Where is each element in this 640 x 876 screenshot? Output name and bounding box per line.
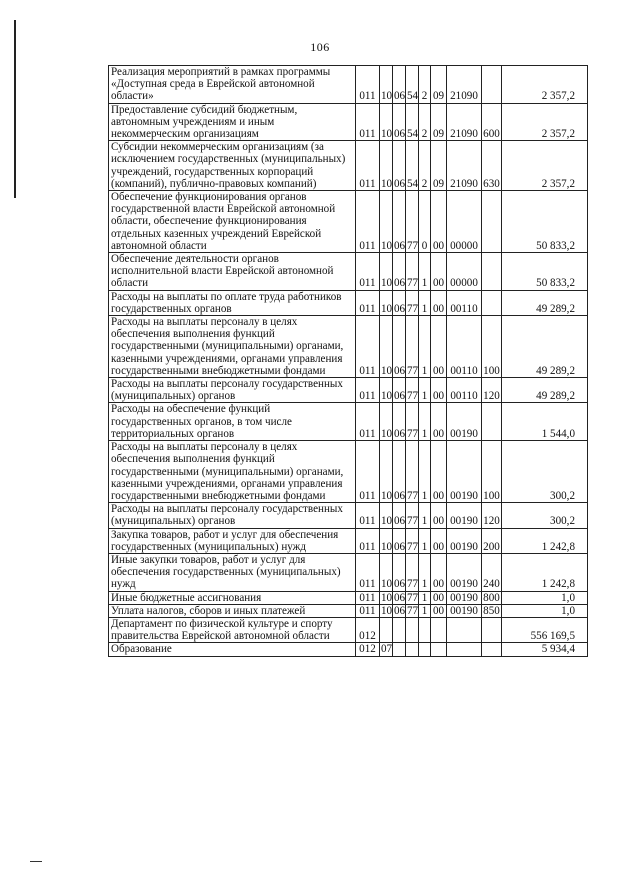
cell-event-code: 00 [431, 403, 447, 441]
cell-event-code: 09 [431, 66, 447, 104]
cell-program-code: 77 [407, 591, 419, 604]
cell-section-code: 10 [380, 191, 393, 253]
cell-direction-code: 00190 [447, 441, 482, 503]
cell-program-code: 54 [406, 66, 419, 104]
cell-direction-code: 21090 [447, 66, 482, 104]
cell-amount: 1,0 [502, 591, 588, 604]
cell-section-code: 10 [380, 103, 393, 141]
budget-table-body [109, 66, 588, 657]
row-name: Расходы на выплаты персоналу в целях обеспечения выполнения функций государственными (муниципальными) органами, казенными учреждениями, органами управления государственными внебюджетными фондами [109, 441, 356, 503]
table-row [109, 503, 588, 528]
table-row [109, 553, 588, 591]
row-name: Расходы на обеспечение функций государственных органов, в том числе территориальных органов [109, 403, 356, 441]
row-name: Расходы на выплаты персоналу в целях обеспечения выполнения функций государственными (муниципальными) органами, казенными учреждениями, органами управления государственными внебюджетными фондами [109, 316, 356, 378]
cell-program-code: 77 [406, 528, 419, 553]
cell-admin-code: 011 [356, 103, 380, 141]
cell-section-code: 10 [380, 141, 393, 191]
cell-amount: 49 289,2 [502, 316, 588, 378]
row-name: Иные закупки товаров, работ и услуг для обеспечения государственных (муниципальных) нужд [109, 553, 356, 591]
cell-expense-type [482, 643, 502, 656]
cell-expense-type: 100 [482, 316, 502, 378]
cell-subprogram-code: 2 [419, 66, 431, 104]
cell-amount: 1 544,0 [502, 403, 588, 441]
cell-amount: 300,2 [502, 441, 588, 503]
table-row [109, 378, 588, 403]
cell-event-code: 00 [431, 553, 447, 591]
cell-admin-code: 011 [356, 528, 380, 553]
cell-direction-code: 00190 [447, 503, 482, 528]
cell-expense-type [482, 253, 502, 291]
cell-event-code [431, 643, 447, 656]
cell-expense-type [482, 403, 502, 441]
table-row [109, 253, 588, 291]
cell-expense-type: 120 [482, 378, 502, 403]
cell-amount: 5 934,4 [502, 643, 588, 656]
cell-admin-code: 011 [356, 141, 380, 191]
cell-event-code: 00 [431, 441, 447, 503]
cell-program-code: 77 [406, 503, 419, 528]
row-name: Субсидии некоммерческим организациям (за исключением государственных (муниципальных) учреждений, государственных корпораций (компаний), публично-правовых компаний) [109, 141, 356, 191]
cell-amount: 1,0 [502, 604, 588, 617]
cell-subprogram-code [419, 643, 431, 656]
table-row [109, 191, 588, 253]
cell-program-code: 77 [406, 441, 419, 503]
cell-subsection-code: 06 [393, 503, 406, 528]
cell-expense-type [482, 191, 502, 253]
cell-event-code: 00 [431, 591, 447, 604]
cell-amount: 300,2 [502, 503, 588, 528]
cell-amount: 1 242,8 [502, 553, 588, 591]
cell-section-code: 10 [380, 378, 393, 403]
cell-program-code [406, 617, 419, 642]
cell-subprogram-code: 1 [419, 441, 431, 503]
cell-admin-code: 011 [356, 604, 380, 617]
row-name: Предоставление субсидий бюджетным, автономным учреждениям и иным некоммерческим организациям [109, 103, 356, 141]
cell-direction-code: 00110 [447, 290, 482, 315]
table-row [109, 604, 588, 617]
cell-subprogram-code: 1 [419, 553, 431, 591]
cell-expense-type: 240 [482, 553, 502, 591]
cell-amount: 49 289,2 [502, 290, 588, 315]
cell-subsection-code: 06 [393, 290, 406, 315]
cell-admin-code: 011 [356, 403, 380, 441]
cell-amount: 2 357,2 [502, 66, 588, 104]
cell-subsection-code: 06 [393, 316, 406, 378]
cell-subprogram-code: 2 [419, 141, 431, 191]
cell-program-code: 77 [406, 290, 419, 315]
cell-section-code: 10 [380, 528, 393, 553]
cell-admin-code: 012 [356, 643, 380, 656]
cell-program-code [406, 643, 419, 656]
budget-table [108, 65, 588, 657]
cell-subprogram-code: 1 [419, 604, 431, 617]
cell-section-code: 10 [380, 66, 393, 104]
cell-direction-code: 00190 [447, 403, 482, 441]
cell-expense-type: 800 [483, 591, 500, 604]
cell-admin-code: 011 [356, 66, 380, 104]
row-name: Уплата налогов, сборов и иных платежей [109, 604, 356, 617]
cell-expense-type [482, 617, 502, 642]
cell-expense-type: 630 [482, 141, 502, 191]
cell-admin-code: 012 [356, 617, 380, 642]
table-row [109, 290, 588, 315]
cell-subprogram-code: 1 [419, 290, 431, 315]
cell-event-code: 00 [431, 316, 447, 378]
table-row [109, 441, 588, 503]
cell-direction-code: 21090 [447, 141, 482, 191]
row-name: Расходы на выплаты по оплате труда работников государственных органов [109, 290, 356, 315]
cell-expense-type: 120 [482, 503, 502, 528]
cell-amount: 50 833,2 [502, 253, 588, 291]
cell-direction-code: 00190 [447, 591, 482, 604]
cell-amount: 2 357,2 [502, 141, 588, 191]
cell-subsection-code: 06 [393, 403, 406, 441]
cell-program-code: 77 [406, 378, 419, 403]
cell-program-code: 54 [406, 103, 419, 141]
cell-subsection-code: 06 [393, 553, 406, 591]
cell-subsection-code: 06 [393, 378, 406, 403]
cell-admin-code: 011 [356, 553, 380, 591]
cell-direction-code: 00190 [447, 604, 482, 617]
cell-expense-type: 200 [482, 528, 502, 553]
cell-admin-code: 011 [356, 316, 380, 378]
scan-mark [30, 861, 42, 862]
table-row [109, 103, 588, 141]
cell-subprogram-code: 1 [419, 403, 431, 441]
cell-subprogram-code: 1 [419, 591, 431, 604]
cell-event-code: 00 [431, 528, 447, 553]
cell-amount: 1 242,8 [502, 528, 588, 553]
cell-program-code: 77 [406, 253, 419, 291]
table-row [109, 66, 588, 104]
cell-admin-code: 011 [356, 290, 380, 315]
cell-section-code: 07 [381, 643, 393, 656]
table-row [109, 617, 588, 642]
cell-subprogram-code [419, 617, 431, 642]
row-name: Иные бюджетные ассигнования [109, 591, 356, 604]
row-name: Реализация мероприятий в рамках программы «Доступная среда в Еврейской автономной области» [109, 66, 356, 104]
row-name: Обеспечение деятельности органов исполнительной власти Еврейской автономной области [109, 253, 356, 291]
cell-event-code: 00 [431, 604, 447, 617]
cell-program-code: 77 [406, 316, 419, 378]
cell-direction-code: 00110 [447, 316, 482, 378]
row-name: Департамент по физической культуре и спорту правительства Еврейской автономной области [109, 617, 356, 642]
cell-admin-code: 011 [356, 253, 380, 291]
cell-subsection-code: 06 [393, 441, 406, 503]
cell-program-code: 77 [406, 191, 419, 253]
cell-section-code: 10 [380, 403, 393, 441]
table-row [109, 403, 588, 441]
cell-amount: 556 169,5 [502, 617, 588, 642]
cell-program-code: 77 [406, 553, 419, 591]
cell-event-code: 00 [431, 503, 447, 528]
cell-expense-type: 600 [482, 103, 502, 141]
cell-section-code: 10 [380, 290, 393, 315]
cell-expense-type [482, 66, 502, 104]
cell-subprogram-code: 0 [419, 191, 431, 253]
cell-event-code [431, 617, 447, 642]
cell-subprogram-code: 1 [419, 378, 431, 403]
table-row [109, 643, 588, 656]
cell-section-code: 10 [380, 503, 393, 528]
cell-admin-code: 011 [356, 191, 380, 253]
cell-program-code: 77 [406, 403, 419, 441]
cell-section-code: 10 [380, 441, 393, 503]
cell-expense-type [482, 290, 502, 315]
row-name: Образование [109, 643, 356, 656]
page-number: 106 [310, 40, 330, 54]
cell-event-code: 00 [431, 378, 447, 403]
cell-subprogram-code: 2 [419, 103, 431, 141]
cell-event-code: 00 [431, 253, 447, 291]
cell-admin-code: 011 [356, 378, 380, 403]
cell-section-code: 10 [380, 553, 393, 591]
cell-expense-type: 100 [482, 441, 502, 503]
cell-section-code [380, 617, 393, 642]
cell-event-code: 09 [431, 141, 447, 191]
cell-amount: 49 289,2 [502, 378, 588, 403]
cell-admin-code: 011 [356, 503, 380, 528]
cell-subsection-code: 06 [393, 191, 406, 253]
cell-subprogram-code: 1 [419, 316, 431, 378]
row-name: Закупка товаров, работ и услуг для обеспечения государственных (муниципальных) нужд [109, 528, 356, 553]
cell-direction-code [447, 643, 482, 656]
cell-subsection-code: 06 [393, 528, 406, 553]
cell-subsection-code: 06 [393, 141, 406, 191]
row-name: Расходы на выплаты персоналу государственных (муниципальных) органов [109, 378, 356, 403]
cell-subsection-code: 06 [393, 103, 406, 141]
table-row [109, 528, 588, 553]
cell-section-code: 10 [381, 591, 393, 604]
cell-admin-code: 011 [356, 441, 380, 503]
table-row [109, 591, 588, 604]
cell-direction-code: 00110 [447, 378, 482, 403]
cell-subsection-code [393, 617, 406, 642]
cell-subsection-code: 06 [394, 591, 406, 604]
cell-direction-code: 00190 [447, 528, 482, 553]
cell-direction-code: 00000 [447, 191, 482, 253]
cell-direction-code [447, 617, 482, 642]
cell-event-code: 09 [431, 103, 447, 141]
cell-direction-code: 00190 [447, 553, 482, 591]
table-row [109, 141, 588, 191]
table-row [109, 316, 588, 378]
cell-subprogram-code: 1 [419, 503, 431, 528]
cell-subsection-code [393, 643, 406, 656]
cell-event-code: 00 [431, 290, 447, 315]
cell-event-code: 00 [431, 191, 447, 253]
cell-subprogram-code: 1 [419, 253, 431, 291]
cell-expense-type: 850 [483, 604, 500, 617]
row-name: Расходы на выплаты персоналу государственных (муниципальных) органов [109, 503, 356, 528]
cell-subsection-code: 06 [393, 253, 406, 291]
row-name: Обеспечение функционирования органов государственной власти Еврейской автономной области, обеспечение функционирования отдельных казенных учреждений Еврейской автономной области [109, 191, 356, 253]
cell-direction-code: 21090 [447, 103, 482, 141]
cell-subsection-code: 06 [393, 66, 406, 104]
cell-program-code: 54 [406, 141, 419, 191]
cell-amount: 50 833,2 [502, 191, 588, 253]
cell-section-code: 10 [380, 253, 393, 291]
cell-admin-code: 011 [356, 591, 380, 604]
cell-direction-code: 00000 [447, 253, 482, 291]
cell-section-code: 10 [381, 604, 393, 617]
cell-subsection-code: 06 [394, 604, 406, 617]
cell-program-code: 77 [407, 604, 419, 617]
cell-section-code: 10 [380, 316, 393, 378]
cell-amount: 2 357,2 [502, 103, 588, 141]
cell-subprogram-code: 1 [419, 528, 431, 553]
